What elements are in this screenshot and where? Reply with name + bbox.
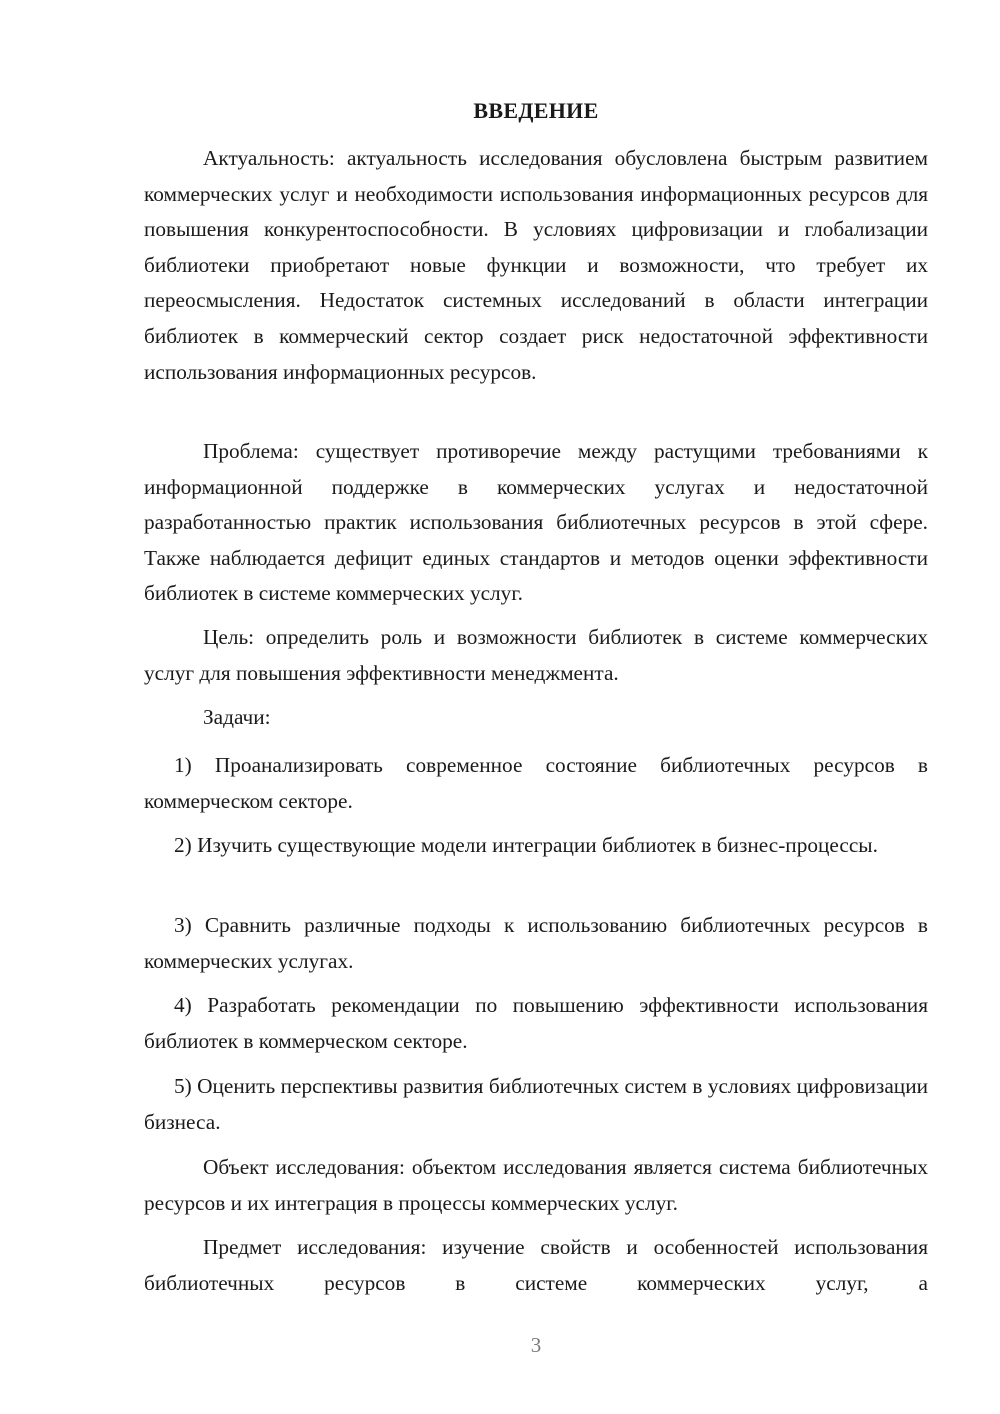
task-item-5: 5) Оценить перспективы развития библиотечных систем в условиях цифровизации бизнеса.: [144, 1074, 928, 1134]
paragraph-object: Объект исследования: объектом исследования является система библиотечных ресурсов и их интеграция в процессы коммерческих услуг.: [144, 1155, 928, 1215]
task-item-2: 2) Изучить существующие модели интеграции библиотек в бизнес-процессы.: [174, 833, 878, 857]
task-item-4: 4) Разработать рекомендации по повышению эффективности использования библиотек в коммерческом секторе.: [144, 993, 928, 1053]
paragraph-tasks-heading: Задачи:: [203, 705, 271, 729]
paragraph-goal: Цель: определить роль и возможности библиотек в системе коммерческих услуг для повышения эффективности менеджмента.: [144, 625, 928, 685]
task-item-3: 3) Сравнить различные подходы к использованию библиотечных ресурсов в коммерческих услугах.: [144, 913, 928, 973]
page-number: 3: [530, 1333, 542, 1357]
section-title: ВВЕДЕНИЕ: [473, 98, 599, 123]
task-item-1: 1) Проанализировать современное состояние библиотечных ресурсов в коммерческом секторе.: [144, 753, 928, 813]
document-page: [144, 0, 928, 1414]
paragraph-problem: Проблема: существует противоречие между растущими требованиями к информационной поддержке в коммерческих услугах и недостаточной разработанностью практик использования библиотечных ресурсов в этой сфере. Также наблюдается дефицит единых стандартов и методов оценки эффективности библиотек в системе коммерческих услуг.: [144, 439, 928, 606]
paragraph-subject: Предмет исследования: изучение свойств и особенностей использования библиотечных ресурсов в системе коммерческих услуг, а: [144, 1235, 928, 1295]
paragraph-relevance: Актуальность: актуальность исследования обусловлена быстрым развитием коммерческих услуг и необходимости использования информационных ресурсов для повышения конкурентоспособности. В условиях цифровизации и глобализации библиотеки приобретают новые функции и возможности, что требует их переосмысления. Недостаток системных исследований в области интеграции библиотек в коммерческий сектор создает риск недостаточной эффективности использования информационных ресурсов.: [144, 146, 928, 384]
